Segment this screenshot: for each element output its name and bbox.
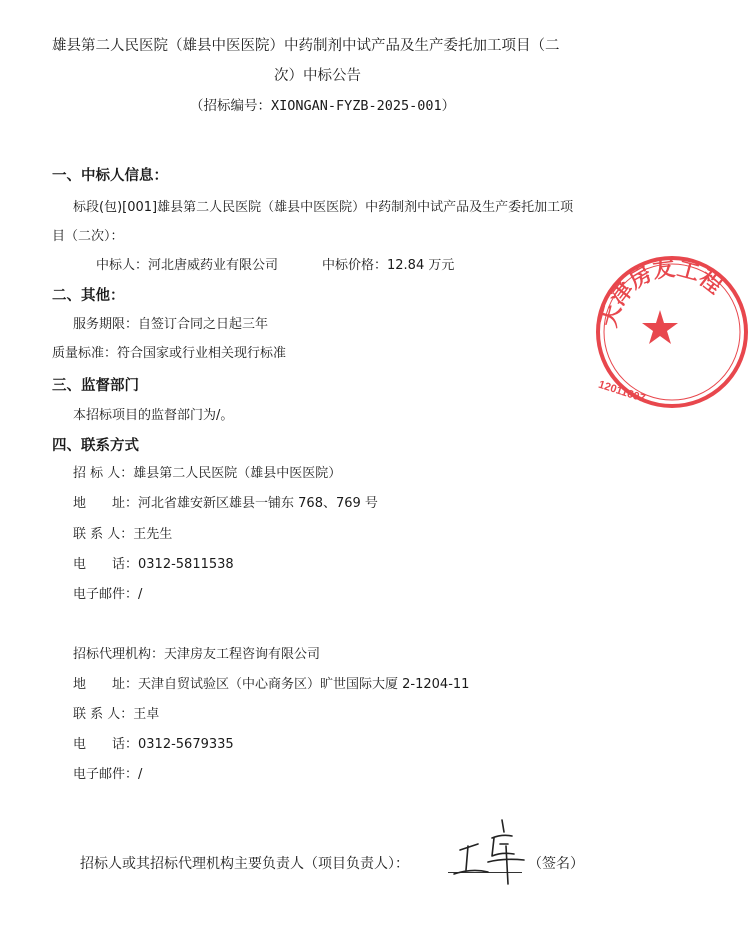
agency-address: 天津自贸试验区（中心商务区）旷世国际大厦 2-1204-11 xyxy=(138,677,470,692)
agency-address-label: 地 址： xyxy=(73,677,139,692)
supervision-text: 本招标项目的监督部门为/。 xyxy=(73,408,234,423)
section-heading-contact: 四、联系方式 xyxy=(52,438,139,454)
section-heading-winner: 一、中标人信息： xyxy=(52,168,168,184)
tenderer-contact: 王先生 xyxy=(133,527,173,542)
tenderer-email: / xyxy=(138,587,143,602)
agency-row xyxy=(73,646,320,664)
tenderer-email-label: 电子邮件： xyxy=(73,587,139,602)
signature-suffix: （签名） xyxy=(528,856,584,872)
agency-address-row xyxy=(73,676,469,694)
lot-description-line-2: 目（二次）： xyxy=(52,229,124,244)
tenderer-contact-row xyxy=(73,526,172,544)
tender-code: （招标编号：XIONGAN-FYZB-2025-001） xyxy=(190,98,456,114)
company-seal xyxy=(592,252,752,412)
tenderer-label: 招 标 人： xyxy=(73,466,134,481)
agency-email-row xyxy=(73,766,142,784)
seal-text: 天津房友工程 xyxy=(595,255,728,330)
handwritten-signature xyxy=(448,812,532,892)
title-line-2: 次）中标公告 xyxy=(274,68,361,84)
agency-contact: 王卓 xyxy=(133,707,160,722)
agency-name: 天津房友工程咨询有限公司 xyxy=(164,647,321,662)
winner-name: 中标人：河北唐威药业有限公司 xyxy=(96,258,279,273)
tenderer-phone-label: 电 话： xyxy=(73,557,139,572)
lot-description-line-1: 标段(包)[001]雄县第二人民医院（雄县中医医院）中药制剂中试产品及生产委托加工项 xyxy=(73,200,574,215)
agency-phone-row xyxy=(73,736,234,754)
quality-standard: 质量标准：符合国家或行业相关现行标准 xyxy=(52,346,287,361)
agency-email-label: 电子邮件： xyxy=(73,767,139,782)
tenderer-row xyxy=(73,465,341,483)
seal-code: 12011607 xyxy=(596,378,647,405)
title-line-1: 雄县第二人民医院（雄县中医医院）中药制剂中试产品及生产委托加工项目（二 xyxy=(52,38,560,54)
tenderer-phone: 0312-5811538 xyxy=(138,557,234,572)
tenderer-address-row xyxy=(73,495,378,513)
agency-phone-label: 电 话： xyxy=(73,737,139,752)
tenderer-phone-row xyxy=(73,556,234,574)
section-heading-other: 二、其他： xyxy=(52,288,125,304)
winning-price: 中标价格：12.84 万元 xyxy=(322,258,455,273)
tenderer-name: 雄县第二人民医院（雄县中医医院） xyxy=(133,466,342,481)
agency-contact-row xyxy=(73,706,159,724)
section-heading-supervision: 三、监督部门 xyxy=(52,378,139,394)
tenderer-email-row xyxy=(73,586,142,604)
signature-prompt: 招标人或其招标代理机构主要负责人（项目负责人）： xyxy=(80,856,409,872)
tenderer-address: 河北省雄安新区雄县一铺东 768、769 号 xyxy=(138,496,378,511)
agency-phone: 0312-5679335 xyxy=(138,737,234,752)
tenderer-contact-label: 联 系 人： xyxy=(73,527,134,542)
agency-label: 招标代理机构： xyxy=(73,647,165,662)
agency-contact-label: 联 系 人： xyxy=(73,707,134,722)
agency-email: / xyxy=(138,767,143,782)
service-period: 服务期限：自签订合同之日起三年 xyxy=(73,317,269,332)
tenderer-address-label: 地 址： xyxy=(73,496,139,511)
